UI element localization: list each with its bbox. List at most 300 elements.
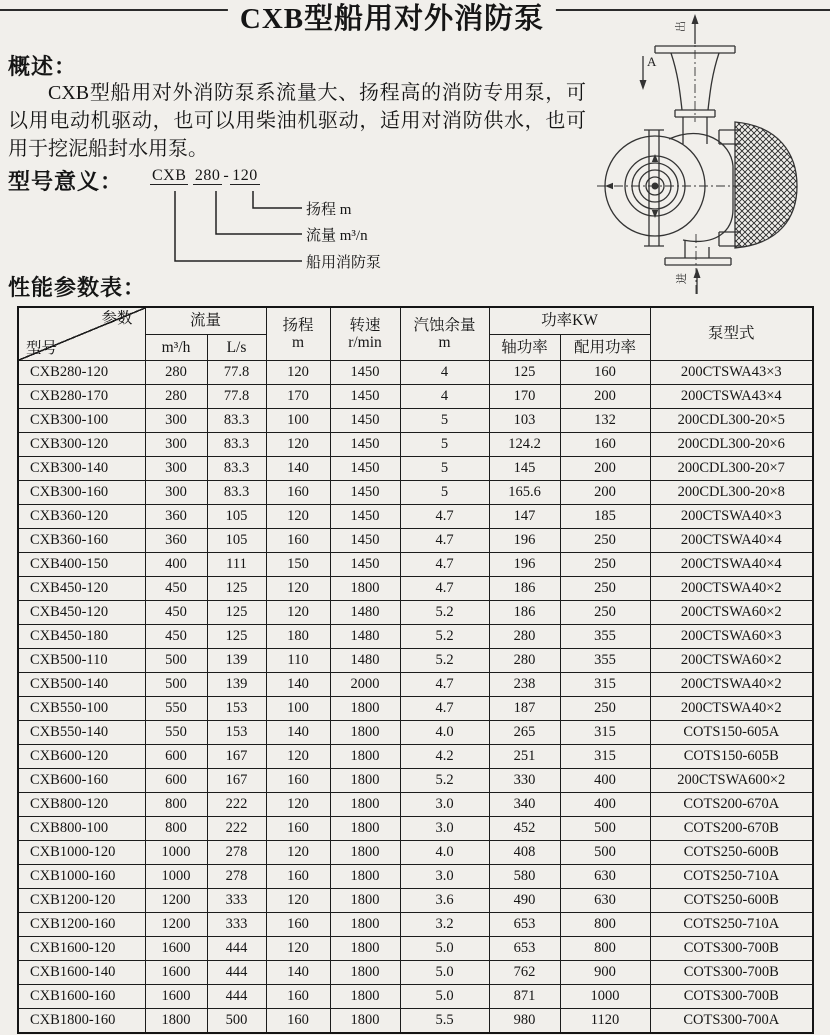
- value-cell: 196: [489, 529, 560, 553]
- overview-heading: 概述：: [8, 54, 78, 79]
- value-cell: 550: [145, 721, 207, 745]
- value-cell: 160: [560, 433, 650, 457]
- model-cell: CXB1600-160: [18, 985, 145, 1009]
- table-row: [18, 985, 813, 1009]
- value-cell: 580: [489, 865, 560, 889]
- value-cell: 1000: [145, 865, 207, 889]
- value-cell: 444: [207, 985, 266, 1009]
- model-cell: CXB450-180: [18, 625, 145, 649]
- value-cell: 450: [145, 625, 207, 649]
- value-cell: 1800: [330, 913, 400, 937]
- value-cell: 140: [266, 673, 330, 697]
- value-cell: 3.6: [400, 889, 489, 913]
- model-cell: CXB450-120: [18, 601, 145, 625]
- value-cell: 200: [560, 385, 650, 409]
- value-cell: 1200: [145, 913, 207, 937]
- table-row: [18, 841, 813, 865]
- value-cell: 4.0: [400, 721, 489, 745]
- value-cell: 124.2: [489, 433, 560, 457]
- value-cell: 125: [207, 625, 266, 649]
- model-code-flow: 280: [194, 167, 221, 184]
- performance-table-heading: 性能参数表：: [8, 275, 147, 300]
- value-cell: 160: [266, 865, 330, 889]
- value-cell: 150: [266, 553, 330, 577]
- value-cell: 200CDL300-20×8: [650, 481, 813, 505]
- value-cell: 200CTSWA40×2: [650, 577, 813, 601]
- value-cell: 4.7: [400, 529, 489, 553]
- value-cell: 360: [145, 529, 207, 553]
- value-cell: 1800: [330, 745, 400, 769]
- value-cell: 265: [489, 721, 560, 745]
- value-cell: 280: [145, 385, 207, 409]
- value-cell: 77.8: [207, 361, 266, 385]
- value-cell: 3.0: [400, 793, 489, 817]
- value-cell: 355: [560, 649, 650, 673]
- value-cell: 400: [560, 769, 650, 793]
- model-cell: CXB1600-120: [18, 937, 145, 961]
- value-cell: 500: [560, 841, 650, 865]
- value-cell: 400: [560, 793, 650, 817]
- col-header-shaft-power: 轴功率: [489, 335, 560, 361]
- col-header-head: [266, 307, 330, 361]
- value-cell: 120: [266, 889, 330, 913]
- value-cell: COTS250-710A: [650, 913, 813, 937]
- table-row: [18, 961, 813, 985]
- table-row: [18, 769, 813, 793]
- corner-header: [18, 307, 145, 361]
- model-cell: CXB500-110: [18, 649, 145, 673]
- value-cell: 170: [266, 385, 330, 409]
- value-cell: 5: [400, 457, 489, 481]
- model-code-diagram: [150, 167, 470, 279]
- value-cell: 187: [489, 697, 560, 721]
- value-cell: 300: [145, 433, 207, 457]
- model-cell: CXB1600-140: [18, 961, 145, 985]
- value-cell: 800: [145, 793, 207, 817]
- table-row: [18, 697, 813, 721]
- table-row: [18, 721, 813, 745]
- value-cell: 196: [489, 553, 560, 577]
- table-row: [18, 481, 813, 505]
- overview-paragraph: CXB型船用对外消防泵系流量大、扬程高的消防专用泵，可以用电动机驱动，也可以用柴油机驱动，适用对消防供水，也可用于挖泥船封水用泵。: [8, 82, 586, 160]
- col-header-speed: [330, 307, 400, 361]
- value-cell: COTS200-670A: [650, 793, 813, 817]
- value-cell: 315: [560, 745, 650, 769]
- value-cell: 450: [145, 577, 207, 601]
- performance-table: [17, 306, 814, 1034]
- value-cell: 315: [560, 673, 650, 697]
- value-cell: COTS250-600B: [650, 889, 813, 913]
- value-cell: 600: [145, 769, 207, 793]
- table-row: [18, 937, 813, 961]
- value-cell: 160: [266, 529, 330, 553]
- value-cell: 132: [560, 409, 650, 433]
- col-header-flow-m3h: m³/h: [145, 335, 207, 361]
- model-meaning-heading: 型号意义：: [8, 169, 124, 194]
- value-cell: 200CTSWA60×2: [650, 601, 813, 625]
- value-cell: 1450: [330, 409, 400, 433]
- performance-table-body: [18, 361, 813, 1034]
- value-cell: 500: [207, 1009, 266, 1034]
- value-cell: 200CTSWA43×4: [650, 385, 813, 409]
- value-cell: 139: [207, 673, 266, 697]
- value-cell: 250: [560, 697, 650, 721]
- model-cell: CXB280-120: [18, 361, 145, 385]
- value-cell: 153: [207, 721, 266, 745]
- model-code-separator: -: [223, 167, 230, 184]
- value-cell: 630: [560, 889, 650, 913]
- value-cell: 100: [266, 409, 330, 433]
- value-cell: 1450: [330, 529, 400, 553]
- value-cell: 147: [489, 505, 560, 529]
- value-cell: 1600: [145, 961, 207, 985]
- value-cell: 330: [489, 769, 560, 793]
- value-cell: 5: [400, 433, 489, 457]
- value-cell: 200CTSWA40×4: [650, 529, 813, 553]
- value-cell: 120: [266, 577, 330, 601]
- value-cell: 5.0: [400, 937, 489, 961]
- value-cell: 200CTSWA40×2: [650, 673, 813, 697]
- value-cell: 125: [489, 361, 560, 385]
- table-row: [18, 889, 813, 913]
- value-cell: 200CTSWA40×2: [650, 697, 813, 721]
- value-cell: 280: [489, 649, 560, 673]
- value-cell: 105: [207, 529, 266, 553]
- value-cell: 125: [207, 601, 266, 625]
- value-cell: 83.3: [207, 433, 266, 457]
- value-cell: 153: [207, 697, 266, 721]
- value-cell: 333: [207, 889, 266, 913]
- value-cell: 1600: [145, 937, 207, 961]
- value-cell: COTS150-605A: [650, 721, 813, 745]
- value-cell: 167: [207, 769, 266, 793]
- table-row: [18, 745, 813, 769]
- value-cell: 5.5: [400, 1009, 489, 1034]
- table-row: [18, 457, 813, 481]
- model-label-head: 扬程 m: [306, 202, 352, 218]
- value-cell: 550: [145, 697, 207, 721]
- value-cell: 160: [266, 817, 330, 841]
- table-row: [18, 649, 813, 673]
- table-row: [18, 913, 813, 937]
- model-cell: CXB300-120: [18, 433, 145, 457]
- value-cell: 2000: [330, 673, 400, 697]
- value-cell: 355: [560, 625, 650, 649]
- model-label-flow: 流量 m³/n: [306, 228, 368, 244]
- value-cell: 120: [266, 745, 330, 769]
- col-header-rated-power: 配用功率: [560, 335, 650, 361]
- value-cell: 1800: [330, 793, 400, 817]
- value-cell: COTS200-670B: [650, 817, 813, 841]
- model-cell: CXB500-140: [18, 673, 145, 697]
- value-cell: 800: [145, 817, 207, 841]
- value-cell: 200CTSWA40×4: [650, 553, 813, 577]
- value-cell: 5: [400, 409, 489, 433]
- value-cell: 250: [560, 553, 650, 577]
- table-row: [18, 385, 813, 409]
- value-cell: COTS300-700B: [650, 961, 813, 985]
- value-cell: 300: [145, 481, 207, 505]
- head-unit: m: [291, 334, 305, 351]
- value-cell: 120: [266, 841, 330, 865]
- value-cell: 1800: [330, 817, 400, 841]
- table-row: [18, 601, 813, 625]
- col-header-pump-type: 泵型式: [650, 307, 813, 361]
- table-row: [18, 553, 813, 577]
- value-cell: 444: [207, 961, 266, 985]
- value-cell: 186: [489, 601, 560, 625]
- table-row: [18, 361, 813, 385]
- value-cell: 200CTSWA43×3: [650, 361, 813, 385]
- value-cell: 1800: [330, 865, 400, 889]
- value-cell: 140: [266, 961, 330, 985]
- model-cell: CXB300-100: [18, 409, 145, 433]
- value-cell: 250: [560, 529, 650, 553]
- value-cell: 1480: [330, 601, 400, 625]
- value-cell: 1800: [330, 769, 400, 793]
- value-cell: 1450: [330, 481, 400, 505]
- model-code-series: CXB: [152, 167, 187, 184]
- table-row: [18, 1009, 813, 1034]
- model-cell: CXB800-120: [18, 793, 145, 817]
- value-cell: 222: [207, 817, 266, 841]
- model-cell: CXB300-160: [18, 481, 145, 505]
- corner-label-model: 型号: [26, 339, 58, 357]
- value-cell: 300: [145, 457, 207, 481]
- value-cell: 200CTSWA40×3: [650, 505, 813, 529]
- value-cell: 1800: [330, 577, 400, 601]
- model-code: [150, 167, 260, 185]
- value-cell: COTS250-710A: [650, 865, 813, 889]
- npsh-unit: m: [438, 334, 451, 351]
- value-cell: 4.7: [400, 673, 489, 697]
- table-row: [18, 817, 813, 841]
- value-cell: 278: [207, 841, 266, 865]
- value-cell: 3.0: [400, 817, 489, 841]
- table-row: [18, 409, 813, 433]
- value-cell: 160: [266, 913, 330, 937]
- value-cell: 1450: [330, 361, 400, 385]
- value-cell: 1800: [330, 697, 400, 721]
- section-view-label: A: [647, 54, 657, 69]
- value-cell: 800: [560, 913, 650, 937]
- value-cell: 100: [266, 697, 330, 721]
- value-cell: 200: [560, 457, 650, 481]
- value-cell: 444: [207, 937, 266, 961]
- value-cell: 340: [489, 793, 560, 817]
- value-cell: 1120: [560, 1009, 650, 1034]
- value-cell: 139: [207, 649, 266, 673]
- col-header-npsh: [400, 307, 489, 361]
- speed-unit: r/min: [348, 334, 382, 351]
- value-cell: 1800: [145, 1009, 207, 1034]
- value-cell: 5: [400, 481, 489, 505]
- table-row: [18, 793, 813, 817]
- value-cell: 450: [145, 601, 207, 625]
- value-cell: 1800: [330, 889, 400, 913]
- value-cell: 5.0: [400, 985, 489, 1009]
- value-cell: 250: [560, 601, 650, 625]
- value-cell: 400: [145, 553, 207, 577]
- value-cell: 5.2: [400, 769, 489, 793]
- col-header-power: 功率KW: [489, 307, 650, 335]
- value-cell: 120: [266, 361, 330, 385]
- value-cell: 160: [266, 1009, 330, 1034]
- value-cell: 1480: [330, 625, 400, 649]
- value-cell: 160: [266, 769, 330, 793]
- value-cell: 5.2: [400, 625, 489, 649]
- speed-label: 转速: [349, 316, 381, 334]
- value-cell: 300: [145, 409, 207, 433]
- value-cell: 83.3: [207, 409, 266, 433]
- value-cell: 251: [489, 745, 560, 769]
- model-cell: CXB1200-160: [18, 913, 145, 937]
- value-cell: 5.2: [400, 649, 489, 673]
- value-cell: 980: [489, 1009, 560, 1034]
- value-cell: 222: [207, 793, 266, 817]
- model-cell: CXB360-120: [18, 505, 145, 529]
- model-cell: CXB280-170: [18, 385, 145, 409]
- value-cell: COTS300-700B: [650, 937, 813, 961]
- value-cell: 1450: [330, 385, 400, 409]
- value-cell: 500: [145, 673, 207, 697]
- value-cell: 1450: [330, 553, 400, 577]
- value-cell: 250: [560, 577, 650, 601]
- value-cell: 165.6: [489, 481, 560, 505]
- table-row: [18, 505, 813, 529]
- value-cell: 653: [489, 937, 560, 961]
- value-cell: 871: [489, 985, 560, 1009]
- page-title: CXB型船用对外消防泵: [228, 0, 556, 37]
- value-cell: 1000: [145, 841, 207, 865]
- value-cell: 120: [266, 601, 330, 625]
- model-code-head: 120: [232, 167, 258, 184]
- value-cell: 4.7: [400, 577, 489, 601]
- value-cell: 630: [560, 865, 650, 889]
- value-cell: 1200: [145, 889, 207, 913]
- value-cell: 4.0: [400, 841, 489, 865]
- value-cell: 280: [489, 625, 560, 649]
- table-row: [18, 577, 813, 601]
- value-cell: 4.7: [400, 697, 489, 721]
- value-cell: 103: [489, 409, 560, 433]
- value-cell: 3.0: [400, 865, 489, 889]
- model-cell: CXB600-120: [18, 745, 145, 769]
- value-cell: 600: [145, 745, 207, 769]
- table-row: [18, 625, 813, 649]
- value-cell: 125: [207, 577, 266, 601]
- table-row: [18, 865, 813, 889]
- value-cell: 238: [489, 673, 560, 697]
- model-cell: CXB1000-120: [18, 841, 145, 865]
- value-cell: 83.3: [207, 481, 266, 505]
- value-cell: 77.8: [207, 385, 266, 409]
- value-cell: 1450: [330, 457, 400, 481]
- value-cell: 160: [560, 361, 650, 385]
- value-cell: 1800: [330, 721, 400, 745]
- value-cell: 145: [489, 457, 560, 481]
- value-cell: COTS300-700B: [650, 985, 813, 1009]
- value-cell: 1800: [330, 1009, 400, 1034]
- value-cell: 1800: [330, 937, 400, 961]
- value-cell: 167: [207, 745, 266, 769]
- value-cell: 110: [266, 649, 330, 673]
- model-cell: CXB1200-120: [18, 889, 145, 913]
- model-cell: CXB800-100: [18, 817, 145, 841]
- value-cell: 280: [145, 361, 207, 385]
- model-cell: CXB1000-160: [18, 865, 145, 889]
- value-cell: 3.2: [400, 913, 489, 937]
- value-cell: 315: [560, 721, 650, 745]
- outlet-label: 出: [675, 21, 687, 32]
- model-cell: CXB600-160: [18, 769, 145, 793]
- value-cell: 800: [560, 937, 650, 961]
- value-cell: 105: [207, 505, 266, 529]
- value-cell: 120: [266, 505, 330, 529]
- value-cell: 1600: [145, 985, 207, 1009]
- value-cell: 333: [207, 913, 266, 937]
- value-cell: 1450: [330, 433, 400, 457]
- npsh-label: 汽蚀余量: [413, 316, 476, 334]
- value-cell: 500: [560, 817, 650, 841]
- model-cell: CXB1800-160: [18, 1009, 145, 1034]
- value-cell: 4.7: [400, 505, 489, 529]
- model-cell: CXB360-160: [18, 529, 145, 553]
- value-cell: 140: [266, 457, 330, 481]
- value-cell: COTS300-700A: [650, 1009, 813, 1034]
- value-cell: 900: [560, 961, 650, 985]
- value-cell: 452: [489, 817, 560, 841]
- value-cell: 200CTSWA60×3: [650, 625, 813, 649]
- corner-label-parameter: 参数: [101, 310, 133, 327]
- model-cell: CXB450-120: [18, 577, 145, 601]
- model-cell: CXB550-100: [18, 697, 145, 721]
- value-cell: 200CTSWA600×2: [650, 769, 813, 793]
- value-cell: 200CDL300-20×5: [650, 409, 813, 433]
- value-cell: 1000: [560, 985, 650, 1009]
- pump-drawing: [583, 4, 828, 300]
- value-cell: 408: [489, 841, 560, 865]
- table-row: [18, 433, 813, 457]
- value-cell: 120: [266, 433, 330, 457]
- value-cell: 5.2: [400, 601, 489, 625]
- head-label: 扬程: [282, 316, 314, 334]
- value-cell: 4: [400, 361, 489, 385]
- value-cell: 120: [266, 793, 330, 817]
- value-cell: 1800: [330, 985, 400, 1009]
- value-cell: 180: [266, 625, 330, 649]
- value-cell: 360: [145, 505, 207, 529]
- value-cell: 186: [489, 577, 560, 601]
- value-cell: COTS250-600B: [650, 841, 813, 865]
- value-cell: 1450: [330, 505, 400, 529]
- value-cell: 83.3: [207, 457, 266, 481]
- model-cell: CXB300-140: [18, 457, 145, 481]
- value-cell: 1800: [330, 961, 400, 985]
- value-cell: 200CDL300-20×6: [650, 433, 813, 457]
- value-cell: 490: [489, 889, 560, 913]
- col-header-flow-ls: L/s: [207, 335, 266, 361]
- value-cell: 4.7: [400, 553, 489, 577]
- value-cell: 278: [207, 865, 266, 889]
- col-header-flow: 流量: [145, 307, 266, 335]
- value-cell: 160: [266, 481, 330, 505]
- value-cell: 111: [207, 553, 266, 577]
- value-cell: 185: [560, 505, 650, 529]
- inlet-label: 进: [676, 273, 688, 284]
- table-row: [18, 529, 813, 553]
- value-cell: 140: [266, 721, 330, 745]
